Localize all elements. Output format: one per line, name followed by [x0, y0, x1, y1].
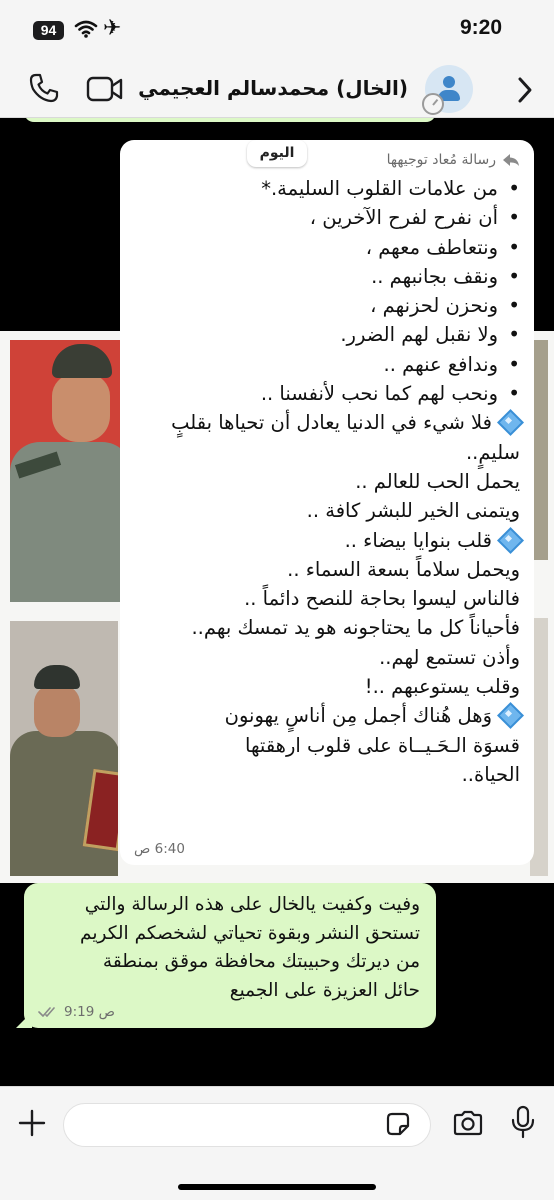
battery-indicator: 94: [33, 21, 64, 40]
message-line: الحياة..: [461, 762, 520, 786]
message-line: يحمل الحب للعالم ..: [355, 469, 520, 493]
message-line: سليمٍ..: [465, 440, 520, 464]
camera-icon[interactable]: [452, 1109, 484, 1137]
bullet-item: • من علامات القلوب السليمة.*: [136, 174, 520, 203]
status-bar: [0, 0, 554, 60]
message-line: من ديرتك وحبيبتك محافظة موقق بمنطقة: [102, 951, 420, 972]
message-line: وفيت وكفيت يالخال على هذه الرسالة والتي: [84, 894, 420, 915]
previous-outgoing-bubble[interactable]: [24, 118, 436, 122]
avatar-head: [443, 76, 455, 88]
photo2-face: [34, 685, 80, 737]
bullet-item: • أن نفرح لفرح الآخرين ،: [136, 203, 520, 232]
message-line: تستحق النشر وبقوة تحياتي لشخصكم الكريم: [80, 922, 420, 944]
message-line-text: فلا شيء في الدنيا يعادل أن تحياها بقلبٍ: [171, 411, 492, 435]
message-line: [136, 526, 520, 555]
message-line: [136, 701, 520, 730]
bullet-item: • ولا نقبل لهم الضرر.: [136, 320, 520, 349]
chat-header: [0, 60, 554, 118]
composer-bar: [0, 1086, 554, 1200]
day-separator: اليوم: [247, 140, 307, 167]
read-ticks-icon: [38, 1006, 60, 1018]
message-line-text: قلب بنوايا بيضاء ..: [344, 528, 492, 552]
message-line: قسوَة الـحَـيــاة على قلوب ارهقتها: [245, 733, 520, 757]
message-body: [136, 408, 520, 789]
back-chevron-icon[interactable]: [516, 76, 534, 104]
outgoing-message-bubble[interactable]: [24, 883, 436, 1028]
bullet-item: • ونحب لهم كما نحب لأنفسنا ..: [136, 379, 520, 408]
photo1-face: [52, 374, 110, 442]
message-input[interactable]: [63, 1103, 431, 1147]
message-line: ف‍الناس ليسوا بحاجة للنصح دائماً ..: [244, 587, 520, 611]
message-line-text: وَهل هُناك أجمل مِن أناسٍ يهونون: [224, 704, 492, 728]
clock: 9:20: [459, 16, 502, 39]
forwarded-label-text: رسالة مُعاد توجيهها: [386, 152, 496, 168]
message-line: حائل العزيزة على الجميع: [229, 979, 420, 1001]
contact-name[interactable]: (الخال) محمدسالم العجيمي: [138, 76, 408, 100]
blue-diamond-icon: [498, 528, 520, 550]
message-meta: [38, 1004, 115, 1020]
message-line: [136, 408, 520, 437]
airplane-mode-icon: ✈: [103, 16, 122, 41]
forwarded-label: [136, 148, 520, 172]
mic-icon[interactable]: [510, 1105, 536, 1139]
bullet-item: • ونتعاطف معهم ،: [136, 233, 520, 262]
video-icon[interactable]: [86, 75, 124, 103]
forward-arrow-icon: [502, 153, 520, 167]
outgoing-message-text: [38, 891, 420, 1005]
bullet-list: [136, 174, 520, 408]
message-line: فأحياناً كل ما يحتاجونه هو يد تمسك بهم..: [191, 616, 520, 640]
message-line: ويحمل سلاماً بسعة السماء ..: [287, 557, 520, 581]
blue-diamond-icon: [498, 703, 520, 725]
bullet-item: • ونقف بجانبهم ..: [136, 262, 520, 291]
message-line: وأذن تستمع لهم..: [379, 645, 520, 669]
disappearing-timer-icon: [422, 93, 444, 115]
bullet-item: • ونحزن لحزنهم ،: [136, 291, 520, 320]
message-line: ويتمنى الخير للبشر كافة ..: [306, 499, 520, 523]
top-bar: [0, 0, 554, 118]
bullet-item: • وندافع عنهم ..: [136, 350, 520, 379]
photo2-cap: [34, 665, 80, 689]
forwarded-message-bubble[interactable]: [120, 140, 534, 865]
plus-icon[interactable]: [18, 1109, 46, 1137]
officer-photo-3[interactable]: [532, 340, 548, 560]
wifi-icon: [74, 19, 98, 39]
officer-photo-1[interactable]: [10, 340, 128, 602]
message-line: وقلب يستوعبهم ..!: [364, 675, 520, 699]
photo1-cap: [52, 344, 112, 378]
sticker-icon[interactable]: [386, 1112, 410, 1136]
phone-icon[interactable]: [28, 72, 60, 104]
blue-diamond-icon: [498, 410, 520, 432]
message-timestamp: 6:40 ص: [134, 841, 185, 857]
chat-area[interactable]: [0, 118, 554, 1086]
home-indicator: [178, 1184, 376, 1190]
message-timestamp: 9:19 ص: [64, 1004, 115, 1020]
bubble-tail: [16, 1012, 32, 1028]
officer-photo-2[interactable]: [10, 621, 118, 876]
